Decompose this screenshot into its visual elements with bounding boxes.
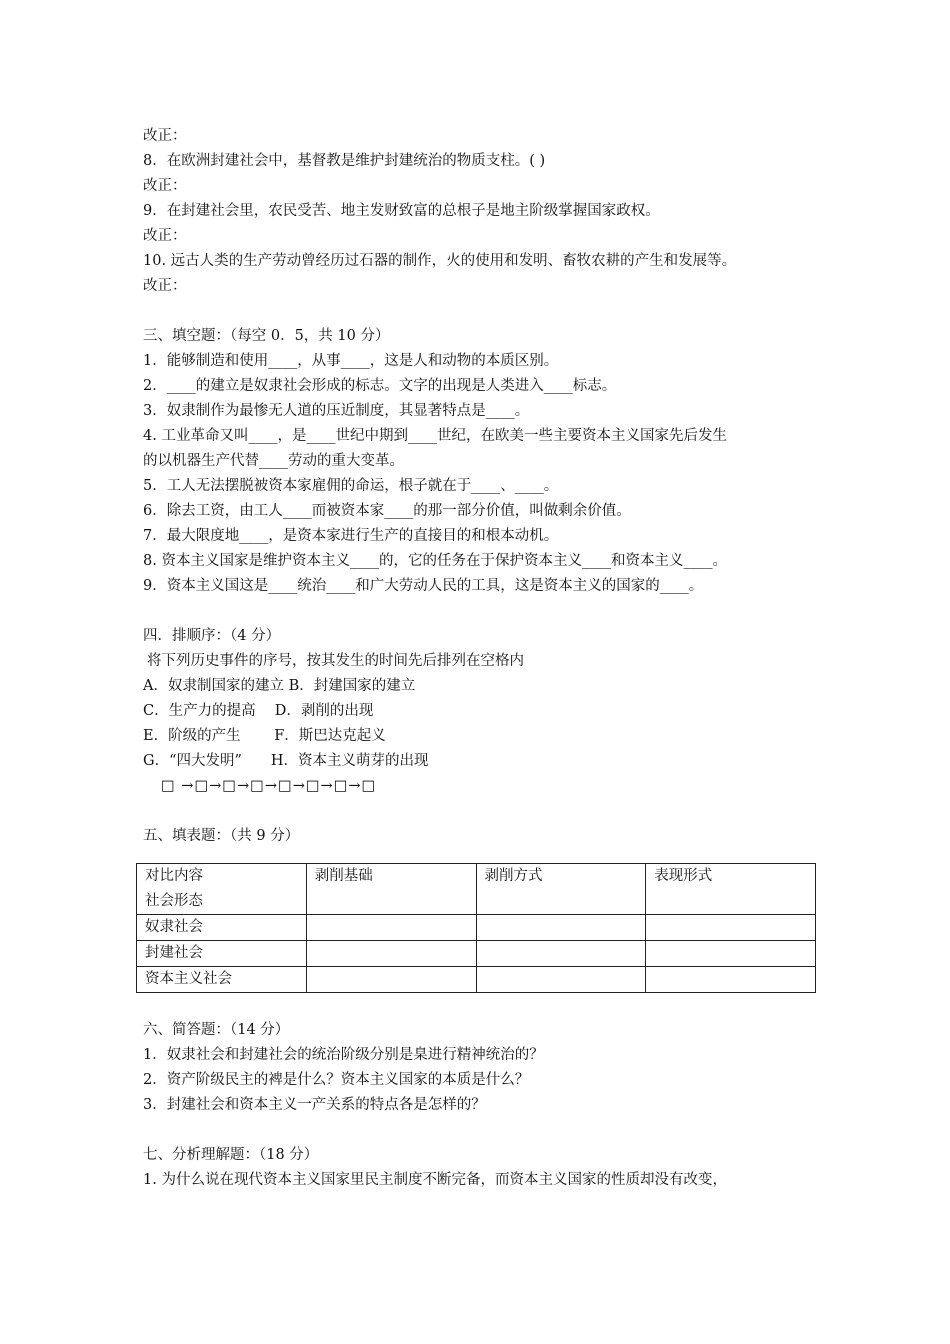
section-title-short-answer: 六、简答题：（14 分） — [143, 1022, 290, 1038]
ordering-instruction: 将下列历史事件的序号，按其发生的时间先后排列在空格内 — [147, 653, 524, 669]
table-header-cell: 剥削基础 — [306, 864, 476, 915]
fill-blank-item-continued: 的以机器生产代替____劳动的重大变革。 — [143, 453, 404, 469]
ordering-answer-boxes[interactable]: □ →□→□→□→□→□→□→□ — [161, 778, 377, 794]
ordering-option: G．“四大发明” H．资本主义萌芽的出现 — [143, 753, 429, 769]
section-title-analysis: 七、分析理解题：（18 分） — [143, 1147, 319, 1163]
section-title-fill-blank: 三、填空题：（每空 0．5，共 10 分） — [143, 328, 390, 344]
table-row-label: 资本主义社会 — [137, 967, 307, 993]
table-row — [137, 967, 816, 993]
judgment-item-10: 10. 远古人类的生产劳动曾经历过石器的制作，火的使用和发明、畜牧农耕的产生和发展等。 — [143, 253, 737, 269]
table-answer-cell[interactable] — [646, 915, 816, 941]
short-answer-item: 2．资产阶级民主的裨是什么？资本主义国家的本质是什么？ — [143, 1072, 530, 1088]
ordering-option: C．生产力的提高 D．剥削的出现 — [143, 703, 374, 719]
fill-blank-item: 7．最大限度地____，是资本家进行生产的直接目的和根本动机。 — [143, 528, 559, 544]
table-header-row — [137, 864, 816, 915]
judgment-item-9: 9．在封建社会里，农民受苦、地主发财致富的总根子是地主阶级掌握国家政权。 — [143, 203, 660, 219]
correction-label: 改正： — [143, 228, 187, 244]
fill-blank-item: 4. 工业革命又叫____，是____世纪中期到____世纪，在欧美一些主要资本主义国家先后发生 — [143, 428, 727, 444]
fill-blank-item: 8. 资本主义国家是维护资本主义____的，它的任务在于保护资本主义____和资本主义____。 — [143, 553, 727, 569]
ordering-option: A．奴隶制国家的建立 B．封建国家的建立 — [143, 678, 416, 694]
table-row — [137, 915, 816, 941]
comparison-table — [136, 863, 816, 993]
table-header-cell — [137, 864, 307, 915]
correction-label: 改正： — [143, 178, 187, 194]
table-header-cell: 剥削方式 — [476, 864, 646, 915]
table-header-cell: 表现形式 — [646, 864, 816, 915]
table-answer-cell[interactable] — [476, 915, 646, 941]
table-answer-cell[interactable] — [476, 967, 646, 993]
fill-blank-item: 3．奴隶制作为最惨无人道的压近制度，其显著特点是____。 — [143, 403, 530, 419]
correction-label: 改正： — [143, 128, 187, 144]
fill-blank-item: 1．能够制造和使用____，从事____，这是人和动物的本质区别。 — [143, 353, 559, 369]
header-label-society: 社会形态 — [145, 893, 203, 909]
section-title-ordering: 四．排顺序：（4 分） — [143, 628, 281, 644]
fill-blank-item: 9．资本主义国这是____统治____和广大劳动人民的工具，这是资本主义的国家的____。 — [143, 578, 704, 594]
analysis-item: 1. 为什么说在现代资本主义国家里民主制度不断完备，而资本主义国家的性质却没有改变， — [143, 1172, 727, 1188]
table-answer-cell[interactable] — [306, 941, 476, 967]
table-answer-cell[interactable] — [646, 967, 816, 993]
table-answer-cell[interactable] — [306, 915, 476, 941]
table-row-label: 封建社会 — [137, 941, 307, 967]
header-label-compare: 对比内容 — [145, 868, 203, 884]
exam-page — [143, 124, 823, 1193]
fill-blank-item: 5．工人无法摆脱被资本家雇佣的命运，根子就在于____、____。 — [143, 478, 559, 494]
table-answer-cell[interactable] — [306, 967, 476, 993]
judgment-item-8: 8．在欧洲封建社会中，基督教是维护封建统治的物质支柱。( ) — [143, 153, 546, 169]
short-answer-item: 3．封建社会和资本主义一产关系的特点各是怎样的？ — [143, 1097, 486, 1113]
table-row — [137, 941, 816, 967]
table-answer-cell[interactable] — [646, 941, 816, 967]
correction-label: 改正： — [143, 278, 187, 294]
ordering-option: E．阶级的产生 F．斯巴达克起义 — [143, 728, 386, 744]
short-answer-item: 1．奴隶社会和封建社会的统治阶级分别是臬进行精神统治的？ — [143, 1047, 544, 1063]
fill-blank-item: 2．____的建立是奴隶社会形成的标志。文字的出现是人类进入____标志。 — [143, 378, 617, 394]
fill-blank-item: 6．除去工资，由工人____而被资本家____的那一部分价值，叫做剩余价值。 — [143, 503, 631, 519]
table-answer-cell[interactable] — [476, 941, 646, 967]
table-row-label: 奴隶社会 — [137, 915, 307, 941]
section-title-table: 五、填表题：（共 9 分） — [143, 828, 300, 844]
